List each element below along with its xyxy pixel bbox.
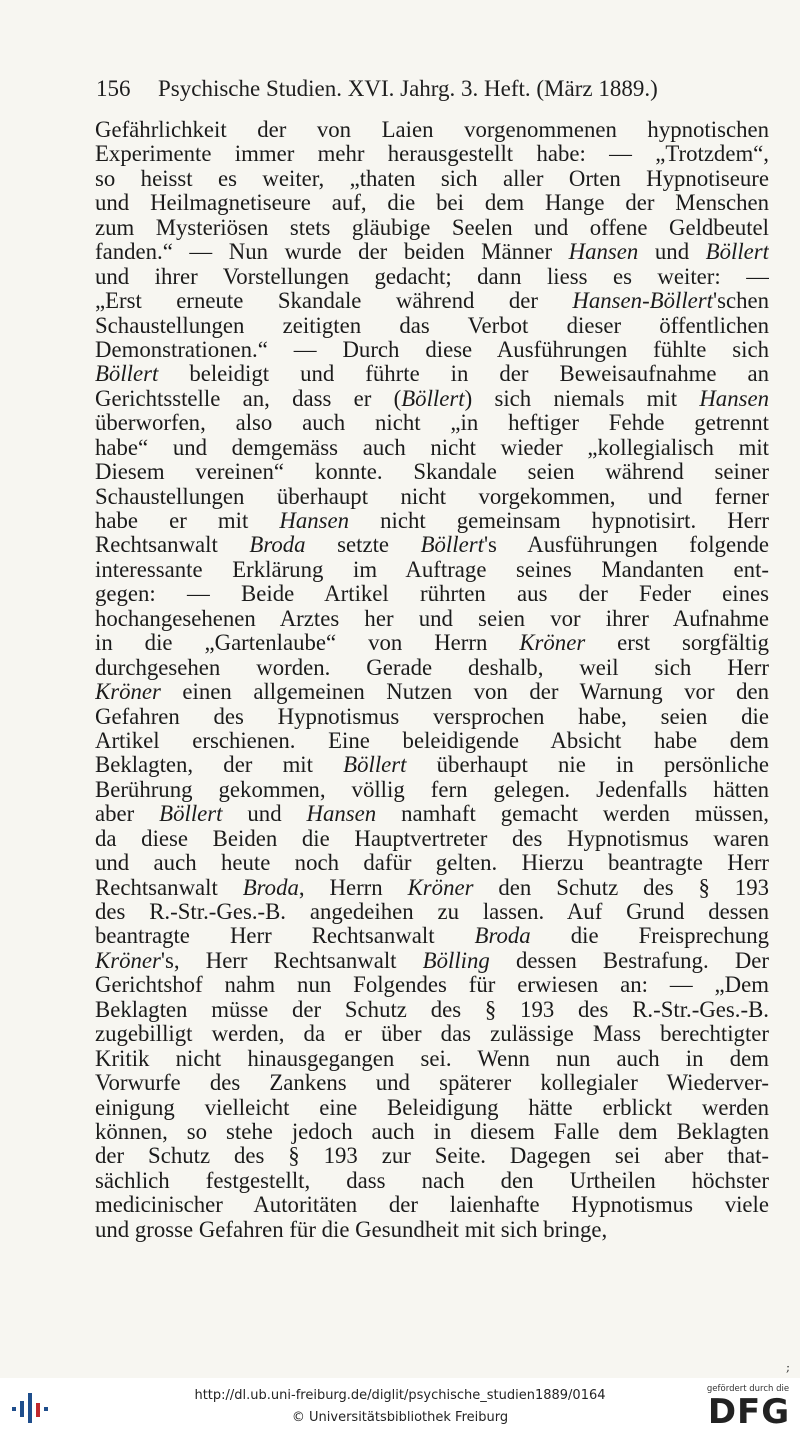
text-line: hochangesehenen Arztes her und seien vor ihrer Aufnahme <box>95 606 769 631</box>
text-line: Vorwurfe des Zankens und späterer kollegialer Wiederver- <box>95 1071 769 1096</box>
body-text <box>95 118 769 1242</box>
text-line: Experimente immer mehr herausgestellt habe: — „Trotzdem“, <box>95 142 769 167</box>
footer-copyright: © Universitätsbibliothek Freiburg <box>291 1410 509 1425</box>
text-line: Böllert beleidigt und führte in der Beweisaufnahme an <box>95 362 769 387</box>
text-line: der Schutz des § 193 zur Seite. Dagegen sei aber that- <box>95 1144 769 1169</box>
text-line: und Heilmagnetiseure auf, die bei dem Hange der Menschen <box>95 191 769 216</box>
journal-header: Psychische Studien. XVI. Jahrg. 3. Heft. (März 1889.) <box>158 76 658 101</box>
text-line: und ihrer Vorstellungen gedacht; dann liess es weiter: — <box>95 264 769 289</box>
text-line: zum Mysteriösen stets gläubige Seelen und offene Geldbeutel <box>95 215 769 240</box>
footer-bar <box>0 1378 800 1434</box>
dfg-logo[interactable]: DFG <box>707 1392 791 1432</box>
text-line: des R.-Str.-Ges.-B. angedeihen zu lassen. Auf Grund dessen <box>95 900 769 924</box>
text-line: Rechtsanwalt Broda, Herrn Kröner den Schutz des § 193 <box>95 875 769 900</box>
text-line: aber Böllert und Hansen namhaft gemacht werden müssen, <box>95 802 769 827</box>
text-line: gegen: — Beide Artikel rührten aus der Feder eines <box>95 582 769 607</box>
page-number: 156 <box>96 76 131 101</box>
text-line: können, so stehe jedoch auch in diesem Falle dem Beklagten <box>95 1119 769 1144</box>
text-line: Gerichtsstelle an, dass er (Böllert) sich niemals mit Hansen <box>95 386 769 411</box>
text-line: Kröner's, Herr Rechtsanwalt Bölling dessen Bestrafung. Der <box>95 948 769 973</box>
text-line: da diese Beiden die Hauptvertreter des Hypnotismus waren <box>95 826 769 851</box>
text-line: zugebilligt werden, da er über das zulässige Mass berechtigter <box>95 1022 769 1047</box>
text-line: habe er mit Hansen nicht gemeinsam hypnotisirt. Herr <box>95 509 769 533</box>
text-line: Rechtsanwalt Broda setzte Böllert's Ausführungen folgende <box>95 533 769 558</box>
text-line: Beklagten, der mit Böllert überhaupt nie in persönliche <box>95 753 769 778</box>
text-line: Demonstrationen.“ — Durch diese Ausführungen fühlte sich <box>95 337 769 362</box>
text-line: Gefährlichkeit der von Laien vorgenommenen hypnotischen <box>95 118 769 142</box>
text-line: Schaustellungen zeitigten das Verbot dieser öffentlichen <box>95 313 769 338</box>
text-line: „Erst erneute Skandale während der Hansen-Böllert'schen <box>95 289 769 314</box>
running-header <box>96 76 702 108</box>
text-line: so heisst es weiter, „thaten sich aller Orten Hypnotiseure <box>95 166 769 191</box>
text-line: in die „Gartenlaube“ von Herrn Kröner erst sorgfältig <box>95 631 769 656</box>
footer-url-link[interactable]: http://dl.ub.uni-freiburg.de/diglit/psychische_studien1889/0164 <box>194 1388 606 1403</box>
text-line: fanden.“ — Nun wurde der beiden Männer Hansen und Böllert <box>95 240 769 265</box>
edge-mark: ; <box>786 1360 791 1374</box>
text-line: interessante Erklärung im Auftrage seines Mandanten ent- <box>95 557 769 582</box>
text-line: Beklagten müsse der Schutz des § 193 des R.-Str.-Ges.-B. <box>95 997 769 1022</box>
funder-note: gefördert durch die <box>706 1384 790 1394</box>
text-line: Kritik nicht hinausgegangen sei. Wenn nun auch in dem <box>95 1046 769 1071</box>
text-line: Kröner einen allgemeinen Nutzen von der Warnung vor den <box>95 680 769 705</box>
text-line: einigung vielleicht eine Beleidigung hätte erblickt werden <box>95 1095 769 1120</box>
text-line: Berührung gekommen, völlig fern gelegen. Jedenfalls hätten <box>95 777 769 802</box>
text-line: beantragte Herr Rechtsanwalt Broda die Freisprechung <box>95 924 769 949</box>
text-line: Artikel erschienen. Eine beleidigende Absicht habe dem <box>95 728 769 753</box>
text-line: Gefahren des Hypnotismus versprochen habe, seien die <box>95 704 769 729</box>
text-line: habe“ und demgemäss auch nicht wieder „kollegialisch mit <box>95 435 769 460</box>
text-line: Gerichtshof nahm nun Folgendes für erwiesen an: — „Dem <box>95 973 769 998</box>
text-line: durchgesehen worden. Gerade deshalb, weil sich Herr <box>95 655 769 680</box>
text-line: Diesem vereinen“ konnte. Skandale seien während seiner <box>95 460 769 485</box>
text-line: und auch heute noch dafür gelten. Hierzu beantragte Herr <box>95 851 769 876</box>
text-line: überworfen, also auch nicht „in heftiger Fehde getrennt <box>95 411 769 436</box>
text-line: Schaustellungen überhaupt nicht vorgekommen, und ferner <box>95 484 769 509</box>
text-line: und grosse Gefahren für die Gesundheit mit sich bringe, <box>95 1217 608 1242</box>
text-line: sächlich festgestellt, dass nach den Urtheilen höchster <box>95 1168 769 1193</box>
text-line: medicinischer Autoritäten der laienhafte Hypnotismus viele <box>95 1193 769 1218</box>
